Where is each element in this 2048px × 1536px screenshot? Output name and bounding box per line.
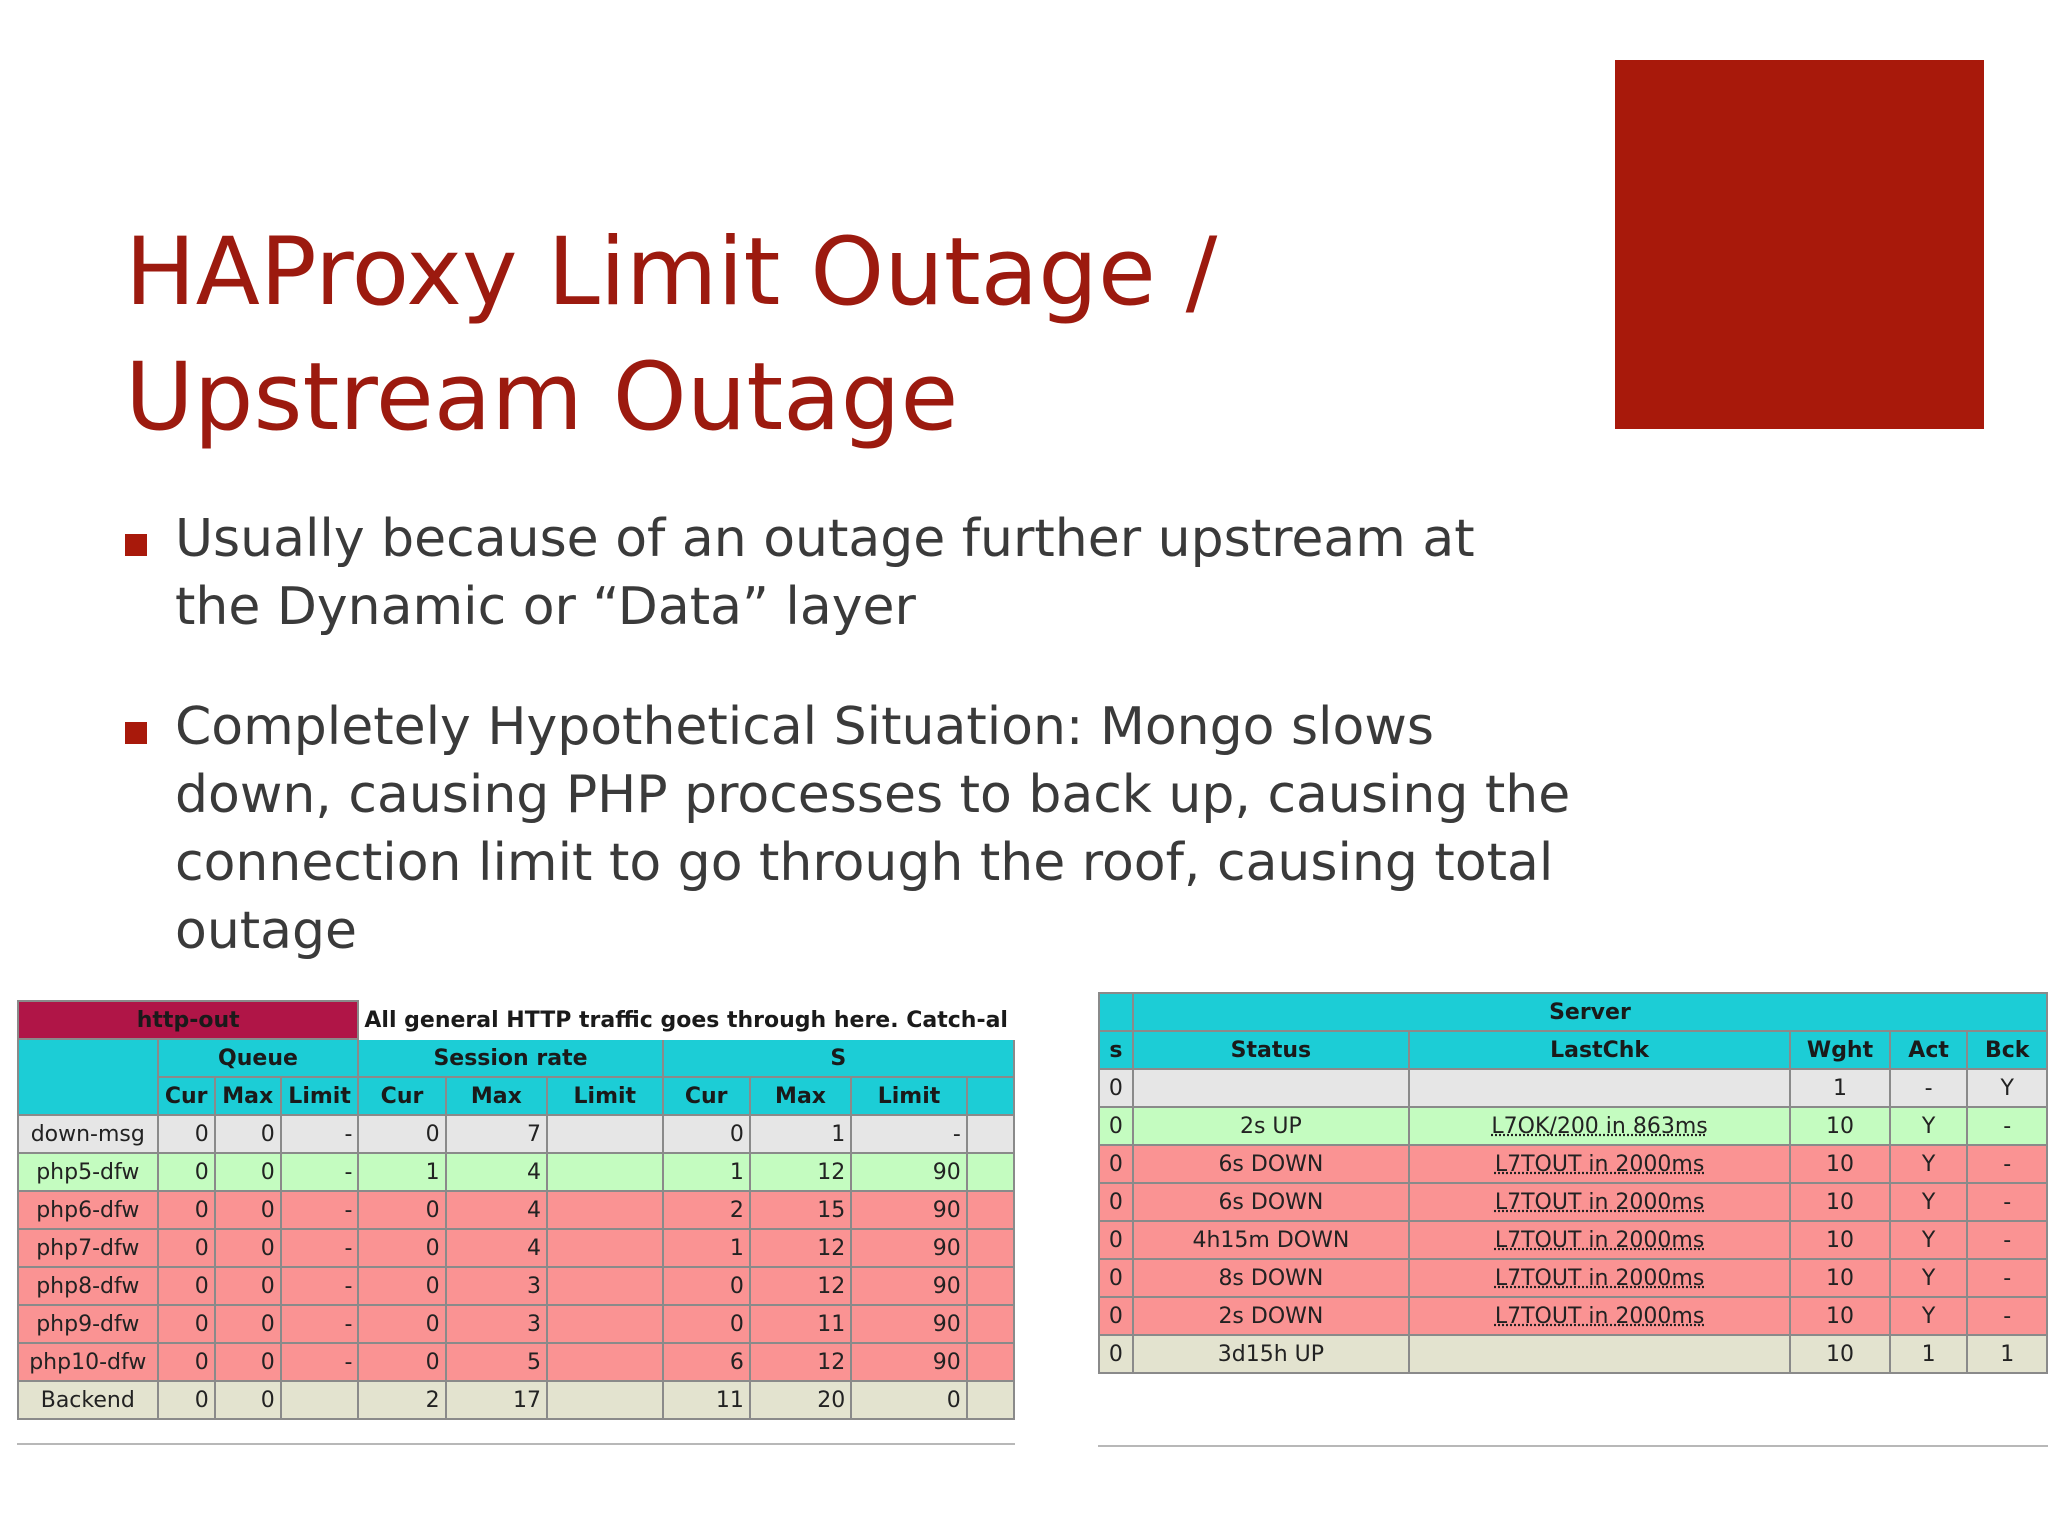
table-cell: Y — [1890, 1145, 1968, 1183]
table-cell: Backend — [18, 1381, 158, 1419]
table-cell: 10 — [1790, 1297, 1890, 1335]
table-cell: 2 — [358, 1381, 445, 1419]
table-cell — [967, 1267, 1014, 1305]
bullet-list — [125, 505, 1575, 1017]
table-cell: 10 — [1790, 1183, 1890, 1221]
table-cell: 0 — [158, 1343, 215, 1381]
table-cell — [967, 1191, 1014, 1229]
table-cell: 4 — [446, 1153, 547, 1191]
table-cell: 90 — [851, 1191, 967, 1229]
bullet-marker-icon — [125, 693, 175, 965]
table-cell: 0 — [158, 1305, 215, 1343]
table-cell: php5-dfw — [18, 1153, 158, 1191]
bullet-item — [125, 505, 1575, 641]
table-cell: 0 — [663, 1115, 750, 1153]
table-cell: 90 — [851, 1153, 967, 1191]
table-cell — [547, 1305, 663, 1343]
table-cell: - — [851, 1115, 967, 1153]
table-row — [1099, 1297, 2047, 1335]
title-line-1: HAProxy Limit Outage / — [125, 218, 1218, 327]
table-cell: 0 — [215, 1267, 281, 1305]
table-cell: 0 — [158, 1381, 215, 1419]
table-cell — [1133, 1069, 1409, 1107]
table-cell: 12 — [750, 1153, 851, 1191]
col-header: Max — [750, 1077, 851, 1115]
table-cell: 90 — [851, 1229, 967, 1267]
divider — [1098, 1445, 2048, 1447]
table-cell: 0 — [215, 1115, 281, 1153]
table-cell — [1409, 1335, 1790, 1373]
table-cell: 10 — [1790, 1221, 1890, 1259]
col-header: Max — [215, 1077, 281, 1115]
col-header: Cur — [663, 1077, 750, 1115]
table-cell: 0 — [1099, 1259, 1133, 1297]
col-header: Act — [1890, 1031, 1968, 1069]
table-cell: L7TOUT in 2000ms — [1409, 1183, 1790, 1221]
left-stats-screenshot — [17, 1000, 1015, 1420]
table-cell: Y — [1890, 1259, 1968, 1297]
table-cell: 0 — [1099, 1069, 1133, 1107]
col-header: Cur — [158, 1077, 215, 1115]
table-cell: Y — [1890, 1183, 1968, 1221]
title-line-2: Upstream Outage — [125, 343, 959, 452]
table-cell: L7OK/200 in 863ms — [1409, 1107, 1790, 1145]
group-header: S — [663, 1039, 1014, 1077]
table-cell: 6s DOWN — [1133, 1145, 1409, 1183]
table-cell — [967, 1229, 1014, 1267]
table-cell — [547, 1343, 663, 1381]
table-cell: php10-dfw — [18, 1343, 158, 1381]
table-cell: - — [281, 1191, 359, 1229]
col-header: Cur — [358, 1077, 445, 1115]
table-cell: 0 — [1099, 1297, 1133, 1335]
table-cell: 0 — [1099, 1221, 1133, 1259]
group-header: Server — [1133, 993, 2047, 1031]
table-cell: 12 — [750, 1343, 851, 1381]
table-cell: 1 — [1967, 1335, 2047, 1373]
table-cell: 0 — [358, 1229, 445, 1267]
table-cell: 0 — [215, 1305, 281, 1343]
table-cell: 0 — [215, 1343, 281, 1381]
table-cell: - — [1967, 1183, 2047, 1221]
table-cell: 6 — [663, 1343, 750, 1381]
table-row — [18, 1381, 1014, 1419]
table-cell: php8-dfw — [18, 1267, 158, 1305]
table-cell: 0 — [158, 1153, 215, 1191]
col-header: Limit — [547, 1077, 663, 1115]
table-cell: 10 — [1790, 1145, 1890, 1183]
table-cell: 4h15m DOWN — [1133, 1221, 1409, 1259]
table-cell: 0 — [663, 1267, 750, 1305]
col-header: s — [1099, 1031, 1133, 1069]
table-cell: 1 — [358, 1153, 445, 1191]
slide-title — [125, 210, 1525, 460]
table-cell: 12 — [750, 1267, 851, 1305]
table-cell: 7 — [446, 1115, 547, 1153]
name-header — [18, 1039, 158, 1115]
table-cell: 10 — [1790, 1107, 1890, 1145]
table-row — [1099, 1107, 2047, 1145]
table-cell: 0 — [158, 1267, 215, 1305]
table-cell: - — [1967, 1145, 2047, 1183]
table-cell: 0 — [215, 1381, 281, 1419]
table-cell: 0 — [1099, 1145, 1133, 1183]
table-cell: 0 — [358, 1305, 445, 1343]
table-cell: 0 — [358, 1267, 445, 1305]
table-cell: Y — [1890, 1107, 1968, 1145]
table-cell: 0 — [1099, 1183, 1133, 1221]
table-cell: - — [281, 1229, 359, 1267]
table-row — [1099, 1259, 2047, 1297]
server-stats-table — [1098, 992, 2048, 1374]
table-row — [18, 1343, 1014, 1381]
bullet-marker-icon — [125, 505, 175, 641]
col-header: Max — [446, 1077, 547, 1115]
table-cell: - — [1967, 1259, 2047, 1297]
col-header: LastChk — [1409, 1031, 1790, 1069]
divider — [17, 1443, 1015, 1445]
table-row — [18, 1115, 1014, 1153]
col-header — [1099, 993, 1133, 1031]
table-cell: 3d15h UP — [1133, 1335, 1409, 1373]
col-header — [967, 1077, 1014, 1115]
table-cell: 1 — [1790, 1069, 1890, 1107]
col-header: Limit — [851, 1077, 967, 1115]
table-cell: 0 — [158, 1191, 215, 1229]
right-stats-screenshot — [1098, 992, 2048, 1420]
table-cell: 2s DOWN — [1133, 1297, 1409, 1335]
table-cell: 90 — [851, 1343, 967, 1381]
table-cell — [547, 1381, 663, 1419]
table-cell — [1409, 1069, 1790, 1107]
table-cell: Y — [1890, 1297, 1968, 1335]
table-cell: - — [1890, 1069, 1968, 1107]
table-cell: php6-dfw — [18, 1191, 158, 1229]
proxy-name: http-out — [18, 1001, 358, 1039]
table-cell: 5 — [446, 1343, 547, 1381]
table-cell: 90 — [851, 1305, 967, 1343]
table-cell: - — [1967, 1297, 2047, 1335]
table-cell: 90 — [851, 1267, 967, 1305]
table-row — [18, 1305, 1014, 1343]
table-cell: 0 — [215, 1153, 281, 1191]
table-cell: 10 — [1790, 1259, 1890, 1297]
table-cell: 4 — [446, 1191, 547, 1229]
proxy-description: All general HTTP traffic goes through here. Catch-al — [358, 1001, 1014, 1039]
table-row — [18, 1191, 1014, 1229]
table-cell: Y — [1967, 1069, 2047, 1107]
table-cell: 0 — [358, 1115, 445, 1153]
backend-stats-table — [17, 1000, 1015, 1420]
table-cell: - — [1967, 1107, 2047, 1145]
table-cell: 0 — [158, 1115, 215, 1153]
table-cell: 1 — [663, 1229, 750, 1267]
table-cell: 3 — [446, 1305, 547, 1343]
group-header: Queue — [158, 1039, 359, 1077]
table-cell: - — [281, 1343, 359, 1381]
table-row — [1099, 1221, 2047, 1259]
table-cell: - — [281, 1267, 359, 1305]
table-cell: 11 — [663, 1381, 750, 1419]
table-cell: 6s DOWN — [1133, 1183, 1409, 1221]
table-cell: L7TOUT in 2000ms — [1409, 1221, 1790, 1259]
table-cell: 0 — [663, 1305, 750, 1343]
table-cell: 1 — [663, 1153, 750, 1191]
table-cell: 17 — [446, 1381, 547, 1419]
table-cell: 0 — [215, 1229, 281, 1267]
table-cell: 2s UP — [1133, 1107, 1409, 1145]
table-cell: 12 — [750, 1229, 851, 1267]
col-header: Bck — [1967, 1031, 2047, 1069]
table-cell: L7TOUT in 2000ms — [1409, 1259, 1790, 1297]
table-cell: 4 — [446, 1229, 547, 1267]
table-cell — [547, 1267, 663, 1305]
table-cell: 0 — [851, 1381, 967, 1419]
bullet-text: Completely Hypothetical Situation: Mongo slows down, causing PHP processes to back up, causing the connection limit to go through the roof, causing total outage — [175, 697, 1571, 961]
table-cell: 0 — [158, 1229, 215, 1267]
table-cell: 11 — [750, 1305, 851, 1343]
table-cell: 0 — [1099, 1335, 1133, 1373]
table-cell: 0 — [358, 1191, 445, 1229]
table-cell: 0 — [1099, 1107, 1133, 1145]
table-cell: - — [281, 1153, 359, 1191]
table-cell: 1 — [750, 1115, 851, 1153]
table-cell: L7TOUT in 2000ms — [1409, 1145, 1790, 1183]
table-cell — [281, 1381, 359, 1419]
col-header: Limit — [281, 1077, 359, 1115]
table-cell: php9-dfw — [18, 1305, 158, 1343]
bullet-item — [125, 693, 1575, 965]
table-cell — [967, 1381, 1014, 1419]
table-cell: 2 — [663, 1191, 750, 1229]
table-cell — [547, 1229, 663, 1267]
table-cell: - — [281, 1115, 359, 1153]
table-cell — [967, 1115, 1014, 1153]
table-cell — [547, 1153, 663, 1191]
group-header: Session rate — [358, 1039, 662, 1077]
table-row — [18, 1229, 1014, 1267]
table-cell — [547, 1191, 663, 1229]
accent-square — [1615, 60, 1984, 429]
table-row — [1099, 1183, 2047, 1221]
col-header: Status — [1133, 1031, 1409, 1069]
table-cell: 15 — [750, 1191, 851, 1229]
table-cell: 0 — [358, 1343, 445, 1381]
table-row — [1099, 1335, 2047, 1373]
table-cell: php7-dfw — [18, 1229, 158, 1267]
table-row — [1099, 1069, 2047, 1107]
table-cell: 8s DOWN — [1133, 1259, 1409, 1297]
table-row — [18, 1153, 1014, 1191]
table-cell: 20 — [750, 1381, 851, 1419]
table-cell: 0 — [215, 1191, 281, 1229]
table-cell: 3 — [446, 1267, 547, 1305]
table-cell — [967, 1153, 1014, 1191]
bullet-text: Usually because of an outage further upstream at the Dynamic or “Data” layer — [175, 509, 1475, 637]
table-cell: 10 — [1790, 1335, 1890, 1373]
table-cell: - — [1967, 1221, 2047, 1259]
table-cell — [547, 1115, 663, 1153]
col-header: Wght — [1790, 1031, 1890, 1069]
table-cell: - — [281, 1305, 359, 1343]
table-cell: down-msg — [18, 1115, 158, 1153]
table-cell: Y — [1890, 1221, 1968, 1259]
table-cell: 1 — [1890, 1335, 1968, 1373]
table-row — [1099, 1145, 2047, 1183]
table-cell: L7TOUT in 2000ms — [1409, 1297, 1790, 1335]
table-row — [18, 1267, 1014, 1305]
table-cell — [967, 1305, 1014, 1343]
table-cell — [967, 1343, 1014, 1381]
